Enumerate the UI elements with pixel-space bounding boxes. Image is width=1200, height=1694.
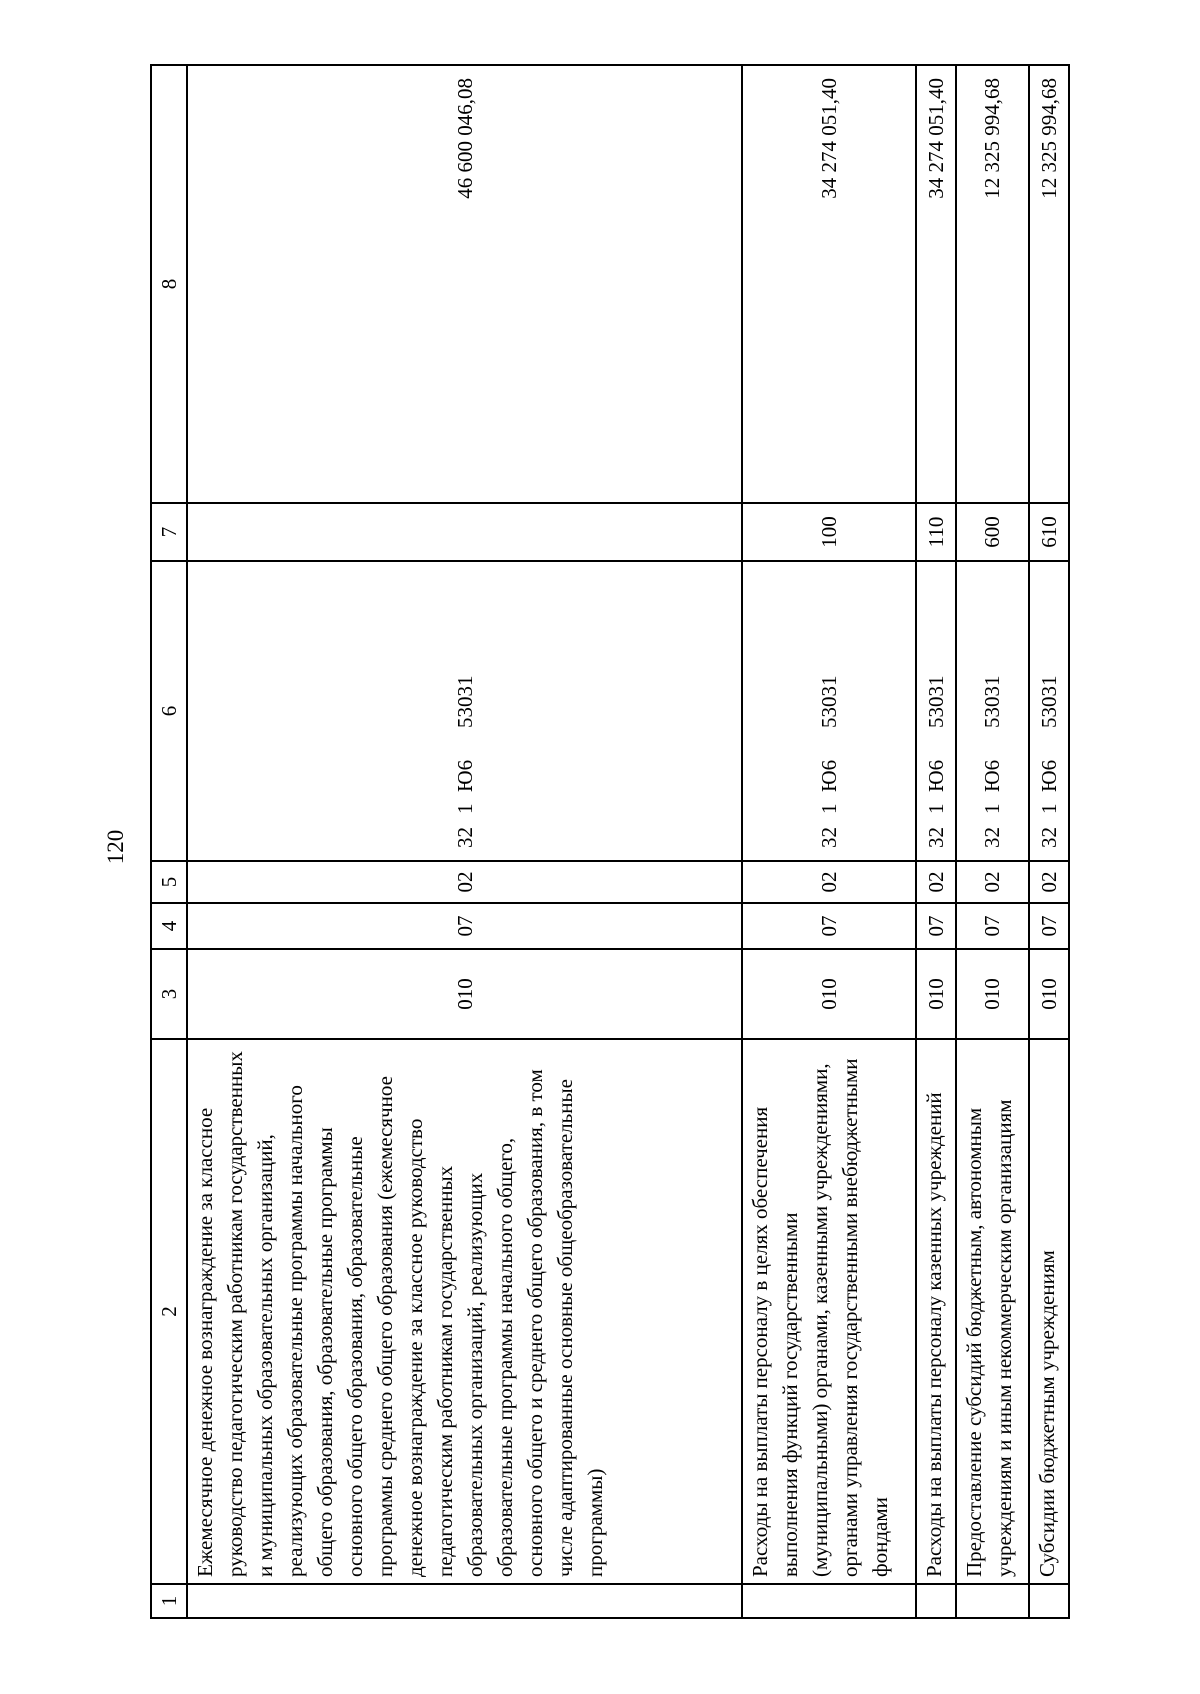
ministry-code-cell: 010 [187, 949, 742, 1039]
header-col-5: 5 [151, 861, 187, 903]
target-article-cell: 321Ю653031 [1029, 561, 1069, 861]
header-col-4: 4 [151, 903, 187, 949]
expense-name-cell: Расходы на выплаты персоналу казенных учреждений [916, 1039, 956, 1584]
target-article-cell: 321Ю653031 [916, 561, 956, 861]
page-number: 120 [103, 829, 128, 865]
target-article-cell: 321Ю653031 [742, 561, 915, 861]
row-number-cell [742, 1584, 915, 1618]
section-code-cell: 07 [916, 903, 956, 949]
header-col-3: 3 [151, 949, 187, 1039]
section-code-cell: 07 [1029, 903, 1069, 949]
ministry-code-cell: 010 [742, 949, 915, 1039]
expense-type-cell: 100 [742, 503, 915, 561]
subsection-code-cell: 02 [187, 861, 742, 903]
expense-type-cell: 610 [1029, 503, 1069, 561]
row-number-cell [916, 1584, 956, 1618]
amount-cell: 34 274 051,40 [742, 65, 915, 503]
section-code-cell: 07 [187, 903, 742, 949]
table-row [187, 65, 742, 1618]
header-col-1: 1 [151, 1584, 187, 1618]
header-col-8: 8 [151, 65, 187, 503]
budget-table [150, 64, 1070, 1619]
header-col-7: 7 [151, 503, 187, 561]
ministry-code-cell: 010 [956, 949, 1029, 1039]
amount-cell: 46 600 046,08 [187, 65, 742, 503]
section-code-cell: 07 [742, 903, 915, 949]
table-row [742, 65, 915, 1618]
header-col-2: 2 [151, 1039, 187, 1584]
expense-name-cell: Субсидии бюджетным учреждениям [1029, 1039, 1069, 1584]
table-row [916, 65, 956, 1618]
section-code-cell: 07 [956, 903, 1029, 949]
expense-type-cell: 600 [956, 503, 1029, 561]
target-article-cell: 321Ю653031 [187, 561, 742, 861]
expense-name-cell: Ежемесячное денежное вознаграждение за классное руководство педагогическим работникам государственных и муниципальных образовательных организаций, реализующих образовательные программы начального общего образования, образовательные программы основного общего образования, образовательные программы среднего общего образования (ежемесячное денежное вознаграждение за классное руководство педагогическим работникам государственных образовательных организаций, реализующих образовательные программы начального общего, основного общего и среднего общего образования, в том числе адаптированные основные общеобразовательные программы) [187, 1039, 742, 1584]
subsection-code-cell: 02 [742, 861, 915, 903]
ministry-code-cell: 010 [1029, 949, 1069, 1039]
header-col-6: 6 [151, 561, 187, 861]
amount-cell: 34 274 051,40 [916, 65, 956, 503]
amount-cell: 12 325 994,68 [1029, 65, 1069, 503]
budget-table-wrapper [150, 66, 1200, 1607]
subsection-code-cell: 02 [1029, 861, 1069, 903]
subsection-code-cell: 02 [956, 861, 1029, 903]
expense-type-cell [187, 503, 742, 561]
ministry-code-cell: 010 [916, 949, 956, 1039]
expense-type-cell: 110 [916, 503, 956, 561]
table-row [956, 65, 1029, 1618]
amount-cell: 12 325 994,68 [956, 65, 1029, 503]
expense-name-cell: Предоставление субсидий бюджетным, автономным учреждениям и иным некоммерческим организациям [956, 1039, 1029, 1584]
table-row [1029, 65, 1069, 1618]
expense-name-cell: Расходы на выплаты персоналу в целях обеспечения выполнения функций государственными (муниципальными) органами, казенными учреждениями, органами управления государственными внебюджетными фондами [742, 1039, 915, 1584]
header-row [151, 65, 187, 1618]
row-number-cell [187, 1584, 742, 1618]
row-number-cell [1029, 1584, 1069, 1618]
subsection-code-cell: 02 [916, 861, 956, 903]
target-article-cell: 321Ю653031 [956, 561, 1029, 861]
row-number-cell [956, 1584, 1029, 1618]
